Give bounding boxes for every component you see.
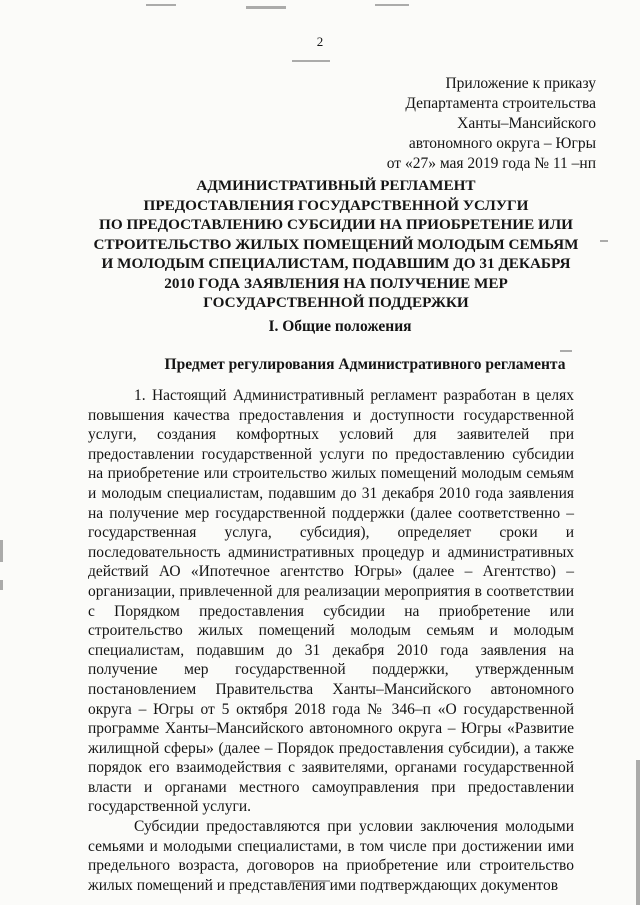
page-number: 2 (316, 34, 324, 49)
section-heading: I. Общие положения (268, 318, 412, 335)
title-line: ПО ПРЕДОСТАВЛЕНИЮ СУБСИДИИ НА ПРИОБРЕТЕНИЕ ИЛИ (99, 216, 573, 233)
appendix-block (387, 74, 596, 174)
scan-speck (560, 350, 572, 352)
scan-edge (636, 760, 640, 905)
scan-speck (246, 6, 286, 9)
document-title (90, 176, 582, 313)
paragraph: Субсидии предоставляются при условии заключения молодыми семьями и молодыми специалистами, в том числе при достижении ими предельного возраста, договоров на приобретение или строительство жилых помещений и представления ими подтверждающих документов (88, 818, 574, 894)
appendix-line: Департамента строительства (405, 95, 596, 112)
paragraph: 1. Настоящий Административный регламент разработан в целях повышения качества предоставления и доступности государственной услуги, создания комфортных условий для заявителей при предоставлении государственной услуги по предоставлению субсидии на приобретение или строительство жилых помещений молодым семьям и молодым специалистам, подавшим до 31 декабря 2010 года заявления на получение мер государственной поддержки (далее соответственно – государственная услуга, субсидия), определяет сроки и последовательность административных процедур и административных действий АО «Ипотечное агентство Югры» (далее – Агентство) – организации, привлеченной для реализации мероприятия в соответствии с Порядком предоставления субсидии на приобретение или строительство жилых помещений молодым семьям и молодым специалистам, подавшим до 31 декабря 2010 года заявления на получение мер государственной поддержки, утвержденным постановлением Правительства Ханты–Мансийского автономного округа – Югры от 5 октября 2018 года № 346–п «О государственной программе Ханты–Мансийского автономного округа – Югры «Развитие жилищной сферы» (далее – Порядок предоставления субсидии), а также порядок его взаимодействия с заявителями, органами государственной власти и органами местного самоуправления при предоставлении государственной услуги. (88, 387, 574, 816)
title-line: 2010 ГОДА ЗАЯВЛЕНИЯ НА ПОЛУЧЕНИЕ МЕР (164, 274, 508, 292)
scan-speck (0, 540, 3, 562)
subsection-heading: Предмет регулирования Административного регламента (164, 356, 566, 373)
appendix-line: автономного округа – Югры (408, 135, 596, 152)
title-line: ГОСУДАРСТВЕННОЙ ПОДДЕРЖКИ (203, 294, 469, 311)
scan-speck (0, 580, 3, 590)
title-line: АДМИНИСТРАТИВНЫЙ РЕГЛАМЕНТ (196, 177, 476, 194)
appendix-line: от «27» мая 2019 года № 11 –нп (386, 155, 596, 172)
title-line: СТРОИТЕЛЬСТВО ЖИЛЫХ ПОМЕЩЕНИЙ МОЛОДЫМ СЕМЬЯМ (93, 235, 579, 253)
scan-speck (600, 240, 608, 242)
body-text (88, 386, 574, 895)
appendix-line: Ханты–Мансийского (457, 115, 596, 132)
title-line: ПРЕДОСТАВЛЕНИЯ ГОСУДАРСТВЕННОЙ УСЛУГИ (143, 196, 529, 214)
scan-speck (292, 60, 330, 62)
appendix-line: Приложение к приказу (445, 75, 596, 92)
scan-speck (375, 4, 409, 6)
scan-speck (146, 4, 176, 6)
title-line: И МОЛОДЫМ СПЕЦИАЛИСТАМ, ПОДАВШИМ ДО 31 ДЕКАБРЯ (101, 255, 571, 272)
